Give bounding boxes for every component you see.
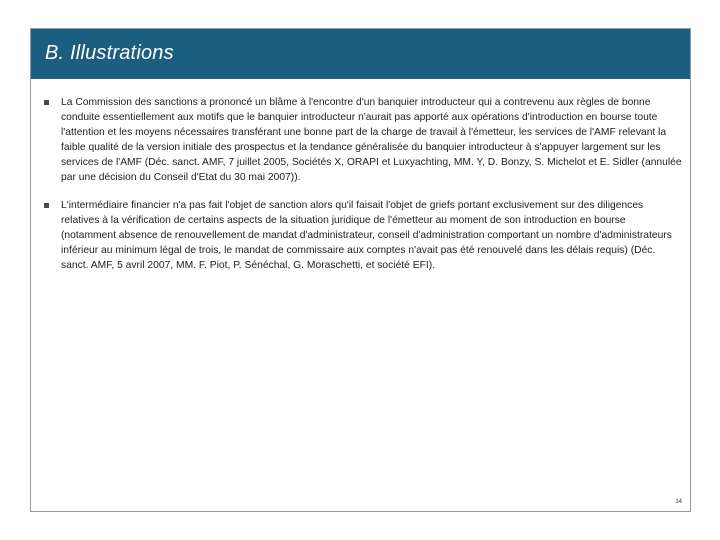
bullet-list (43, 95, 683, 285)
title-bar (31, 29, 690, 79)
square-bullet-icon (44, 100, 49, 105)
bullet-text: La Commission des sanctions a prononcé un blâme à l'encontre d'un banquier introducteur qui a contrevenu aux règles de bonne conduite essentiellement aux motifs que le banquier introducteur n'aurait pas apporté aux opérations d'introduction en bourse toute l'attention et les moyens nécessaires transférant une bonne part de la charge de travail à l'émetteur, les services de l'AMF relevant la faible qualité de la version initiale des prospectus et la tendance généralisée du banquier introducteur à s'appuyer largement sur les services de l'AMF (Déc. sanct. AMF, 7 juillet 2005, Sociétés X, ORAPI et Luxyachting, MM. Y, D. Bonzy, S. Michelot et E. Sidler (annulée par une décision du Conseil d'Etat du 30 mai 2007)). (61, 97, 682, 184)
slide-frame (30, 28, 691, 512)
square-bullet-icon (44, 203, 49, 208)
bullet-item-no-sanction (43, 198, 683, 273)
slide-title: B. Illustrations (45, 42, 174, 64)
bullet-item-sanction-blame (43, 95, 683, 186)
bullet-text: L'intermédiaire financier n'a pas fait l'objet de sanction alors qu'il faisait l'objet de griefs portant exclusivement sur des diligences relatives à la vérification de certains aspects de la situation juridique de l'émetteur au moment de son introduction en bourse (notamment absence de renouvellement de mandat d'administrateur, conseil d'administration comportant un nombre d'administrateurs inférieur au minimum légal de trois, le mandat de commissaire aux comptes n'avait pas été renouvelé dans les délais requis) (Déc. sanct. AMF, 5 avril 2007, MM. F. Piot, P. Sénéchal, G. Moraschetti, et société EFI). (61, 199, 672, 271)
page-number: 14 (675, 499, 682, 505)
